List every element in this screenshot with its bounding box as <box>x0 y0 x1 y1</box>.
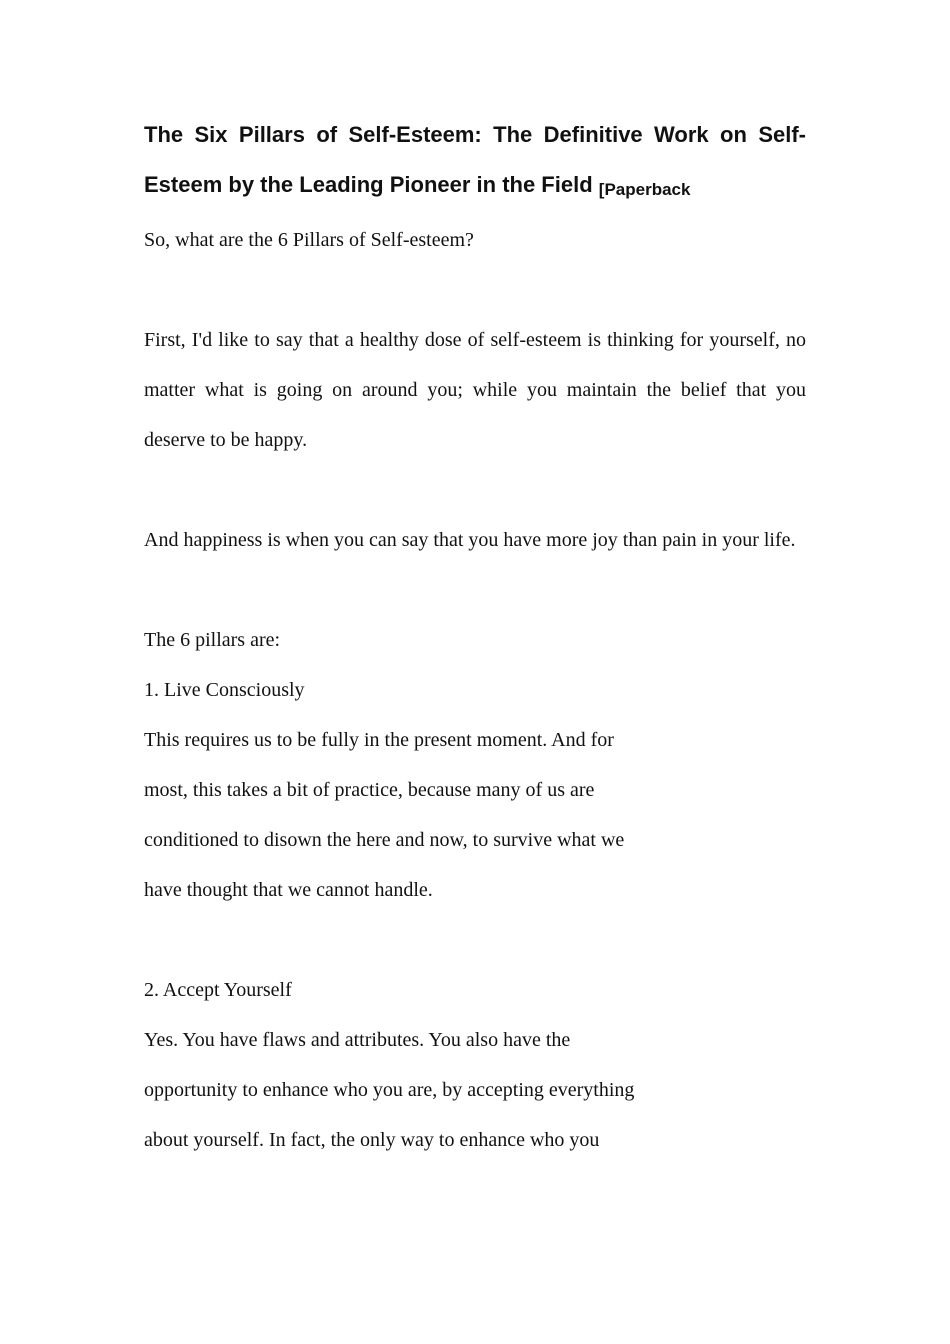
pillar-1-line: This requires us to be fully in the present moment. And for <box>144 729 614 751</box>
pillar-2-line: Yes. You have flaws and attributes. You also have the <box>144 1029 571 1051</box>
pillar-2-heading: 2. Accept Yourself <box>144 979 292 1001</box>
happiness-paragraph: And happiness is when you can say that you have more joy than pain in your life. <box>144 529 796 551</box>
title-suffix: [Paperback <box>598 180 691 199</box>
document-title <box>144 110 806 215</box>
pillar-1-text <box>144 715 806 915</box>
pillars-intro: The 6 pillars are: <box>144 629 281 651</box>
document-page <box>144 110 806 1165</box>
pillar-1-line: have thought that we cannot handle. <box>144 879 433 901</box>
pillar-2-line: about yourself. In fact, the only way to enhance who you <box>144 1129 600 1151</box>
pillar-2-text <box>144 1015 806 1165</box>
pillar-2-line: opportunity to enhance who you are, by accepting everything <box>144 1079 635 1101</box>
spacer <box>144 265 806 315</box>
question-line: So, what are the 6 Pillars of Self-esteem? <box>144 229 474 251</box>
spacer <box>144 915 806 965</box>
title-text: The Six Pillars of Self-Esteem: The Definitive Work on Self-Esteem by the Leading Pioneer in the Field <box>144 122 806 197</box>
pillar-1-line: conditioned to disown the here and now, to survive what we <box>144 829 625 851</box>
pillar-1-heading: 1. Live Consciously <box>144 679 305 701</box>
pillar-1-line: most, this takes a bit of practice, because many of us are <box>144 779 595 801</box>
spacer <box>144 565 806 615</box>
spacer <box>144 465 806 515</box>
intro-paragraph: First, I'd like to say that a healthy dose of self-esteem is thinking for yourself, no matter what is going on around you; while you maintain the belief that you deserve to be happy. <box>144 329 806 451</box>
